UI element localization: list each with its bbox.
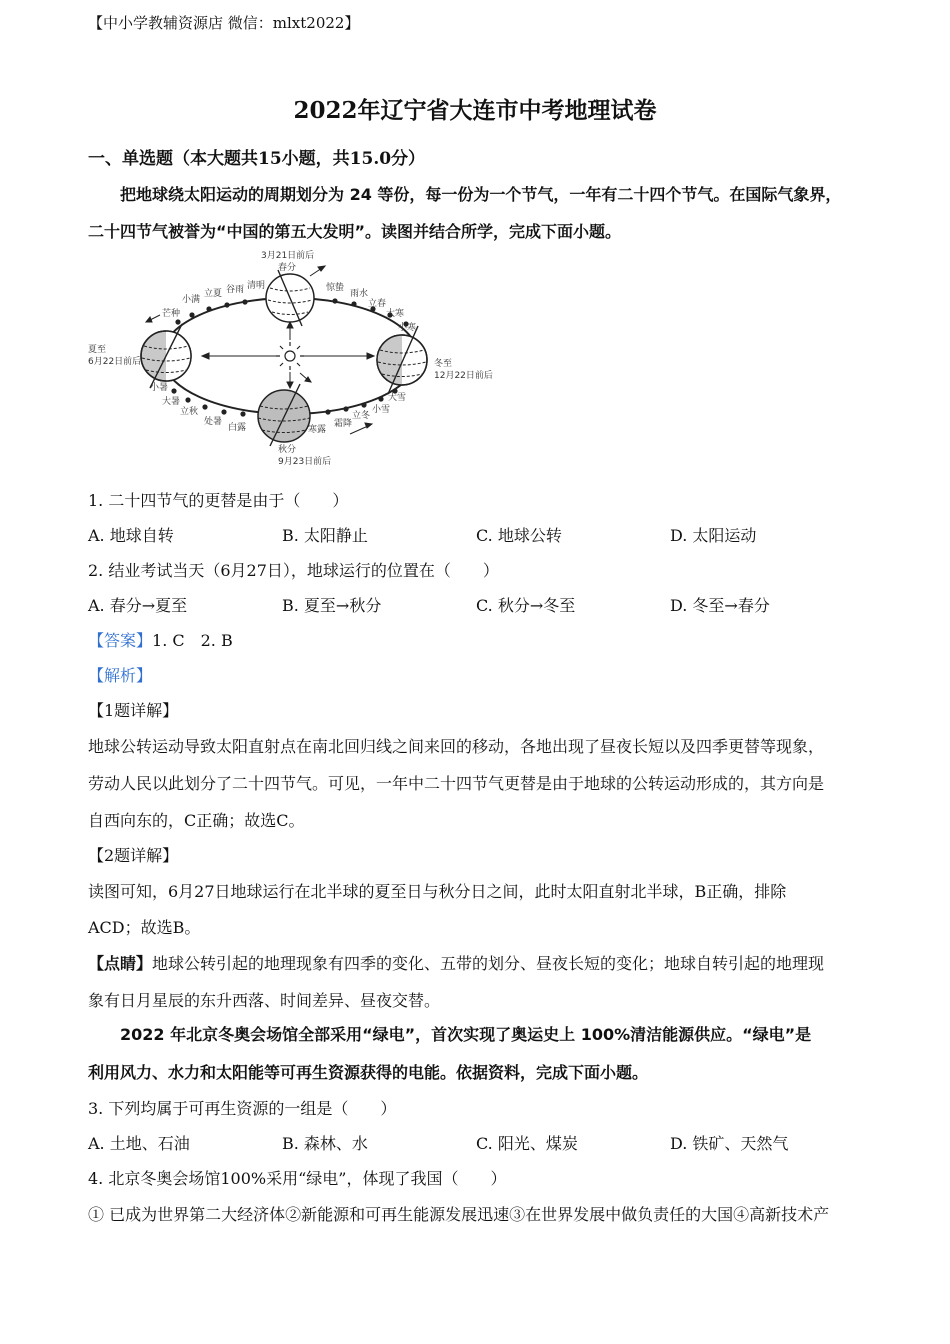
tip-line2: 象有日月星辰的东升西落、时间差异、昼夜交替。 bbox=[88, 991, 441, 1010]
term-shuangjiang: 霜降 bbox=[334, 419, 353, 429]
analysis-label: 【解析】 bbox=[88, 666, 153, 685]
detail1-title: 【1题详解】 bbox=[88, 701, 179, 720]
term-xiaoxue: 小雪 bbox=[372, 405, 391, 415]
question-1-option-b[interactable]: B. 太阳静止 bbox=[282, 526, 368, 545]
answer-label: 【答案】 bbox=[88, 631, 153, 650]
answer-line bbox=[88, 628, 233, 651]
passage2-line1: 2022 年北京冬奥会场馆全部采用“绿电”，首次实现了奥运史上 100%清洁能源供应。“绿电”是 bbox=[120, 1025, 812, 1044]
sun-icon bbox=[276, 342, 304, 370]
question-3-stem: 3. 下列均属于可再生资源的一组是（ ） bbox=[88, 1099, 397, 1118]
summer-date-label: 6月22日前后 bbox=[88, 357, 142, 367]
autumn-label: 秋分 bbox=[278, 445, 297, 455]
question-4-statements: ① 已成为世界第二大经济体②新能源和可再生能源发展迅速③在世界发展中做负责任的大国④高新技术产 bbox=[88, 1205, 830, 1224]
passage2-line2: 利用风力、水力和太阳能等可再生资源获得的电能。依据资料，完成下面小题。 bbox=[88, 1063, 649, 1082]
question-2-option-b[interactable]: B. 夏至→秋分 bbox=[282, 596, 382, 615]
question-1-option-a[interactable]: A. 地球自转 bbox=[88, 526, 174, 545]
question-1-option-d[interactable]: D. 太阳运动 bbox=[670, 526, 757, 545]
term-lixia: 立夏 bbox=[204, 289, 223, 299]
question-4-stem: 4. 北京冬奥会场馆100%采用“绿电”，体现了我国（ ） bbox=[88, 1169, 507, 1188]
detail2-line1: 读图可知，6月27日地球运行在北半球的夏至日与秋分日之间，此时太阳直射北半球，B正确，排除 bbox=[88, 882, 787, 901]
detail1-line1: 地球公转运动导致太阳直射点在南北回归线之间来回的移动，各地出现了昼夜长短以及四季更替等现象， bbox=[88, 737, 825, 756]
question-1-option-c[interactable]: C. 地球公转 bbox=[476, 526, 562, 545]
term-dashu: 大暑 bbox=[162, 397, 181, 407]
term-hanlu: 寒露 bbox=[308, 425, 327, 435]
detail2-title: 【2题详解】 bbox=[88, 846, 179, 865]
term-daxue: 大雪 bbox=[388, 393, 407, 403]
solar-terms-diagram bbox=[88, 248, 508, 470]
question-1-stem: 1. 二十四节气的更替是由于（ ） bbox=[88, 491, 349, 510]
question-3-option-d[interactable]: D. 铁矿、天然气 bbox=[670, 1134, 789, 1153]
autumn-date-label: 9月23日前后 bbox=[278, 457, 332, 467]
tip-text: 地球公转引起的地理现象有四季的变化、五带的划分、昼夜长短的变化；地球自转引起的地理现 bbox=[152, 954, 825, 973]
tip-line1 bbox=[88, 951, 824, 974]
term-liqiu: 立秋 bbox=[180, 407, 199, 417]
earth-winter bbox=[377, 326, 427, 394]
question-2-stem: 2. 结业考试当天（6月27日），地球运行的位置在（ ） bbox=[88, 561, 499, 580]
question-2-option-c[interactable]: C. 秋分→冬至 bbox=[476, 596, 576, 615]
sun-arrows bbox=[202, 322, 374, 388]
section-heading: 一、单选题（本大题共15小题，共15.0分） bbox=[88, 149, 426, 169]
answer-text: 1. C 2. B bbox=[152, 631, 233, 650]
detail1-line3: 自西向东的，C正确；故选C。 bbox=[88, 811, 305, 830]
term-jingzhe: 惊蛰 bbox=[326, 283, 345, 293]
question-3-option-a[interactable]: A. 土地、石油 bbox=[88, 1134, 190, 1153]
term-xiaoshu: 小暑 bbox=[150, 383, 169, 393]
term-lichun: 立春 bbox=[368, 299, 387, 309]
term-xiaohan: 小寒 bbox=[398, 323, 417, 333]
term-dahan: 大寒 bbox=[386, 309, 405, 319]
passage1-line2: 二十四节气被誉为“中国的第五大发明”。读图并结合所学，完成下面小题。 bbox=[88, 222, 622, 241]
passage1-line1: 把地球绕太阳运动的周期划分为 24 等份，每一份为一个节气，一年有二十四个节气。在国际气象界， bbox=[120, 185, 842, 204]
earth-spring bbox=[266, 270, 314, 326]
term-bailu: 白露 bbox=[228, 423, 247, 433]
term-lidong: 立冬 bbox=[352, 411, 371, 421]
term-yushui: 雨水 bbox=[350, 289, 369, 299]
question-3-option-c[interactable]: C. 阳光、煤炭 bbox=[476, 1134, 578, 1153]
summer-label: 夏至 bbox=[88, 345, 107, 355]
earth-summer bbox=[141, 324, 191, 388]
spring-label: 春分 bbox=[278, 263, 297, 273]
term-guyu: 谷雨 bbox=[226, 285, 245, 295]
spring-date-label: 3月21日前后 bbox=[261, 251, 315, 261]
earth-autumn bbox=[258, 384, 310, 446]
term-mangzhong: 芒种 bbox=[162, 309, 181, 319]
question-3-option-b[interactable]: B. 森林、水 bbox=[282, 1134, 368, 1153]
page-title: 2022年辽宁省大连市中考地理试卷 bbox=[293, 97, 657, 124]
detail1-line2: 劳动人民以此划分了二十四节气。可见，一年中二十四节气更替是由于地球的公转运动形成的，其方向是 bbox=[88, 774, 825, 793]
winter-label: 冬至 bbox=[434, 359, 453, 369]
winter-date-label: 12月22日前后 bbox=[434, 371, 493, 381]
term-xiaoman: 小满 bbox=[182, 295, 201, 305]
question-2-option-d[interactable]: D. 冬至→春分 bbox=[670, 596, 770, 615]
detail2-line2: ACD；故选B。 bbox=[88, 918, 201, 937]
term-qingming: 清明 bbox=[247, 281, 266, 291]
header-source-note: 【中小学教辅资源店 微信：mlxt2022】 bbox=[88, 14, 360, 32]
term-chushu: 处暑 bbox=[204, 417, 223, 427]
question-2-option-a[interactable]: A. 春分→夏至 bbox=[88, 596, 188, 615]
tip-label: 【点睛】 bbox=[88, 954, 153, 973]
